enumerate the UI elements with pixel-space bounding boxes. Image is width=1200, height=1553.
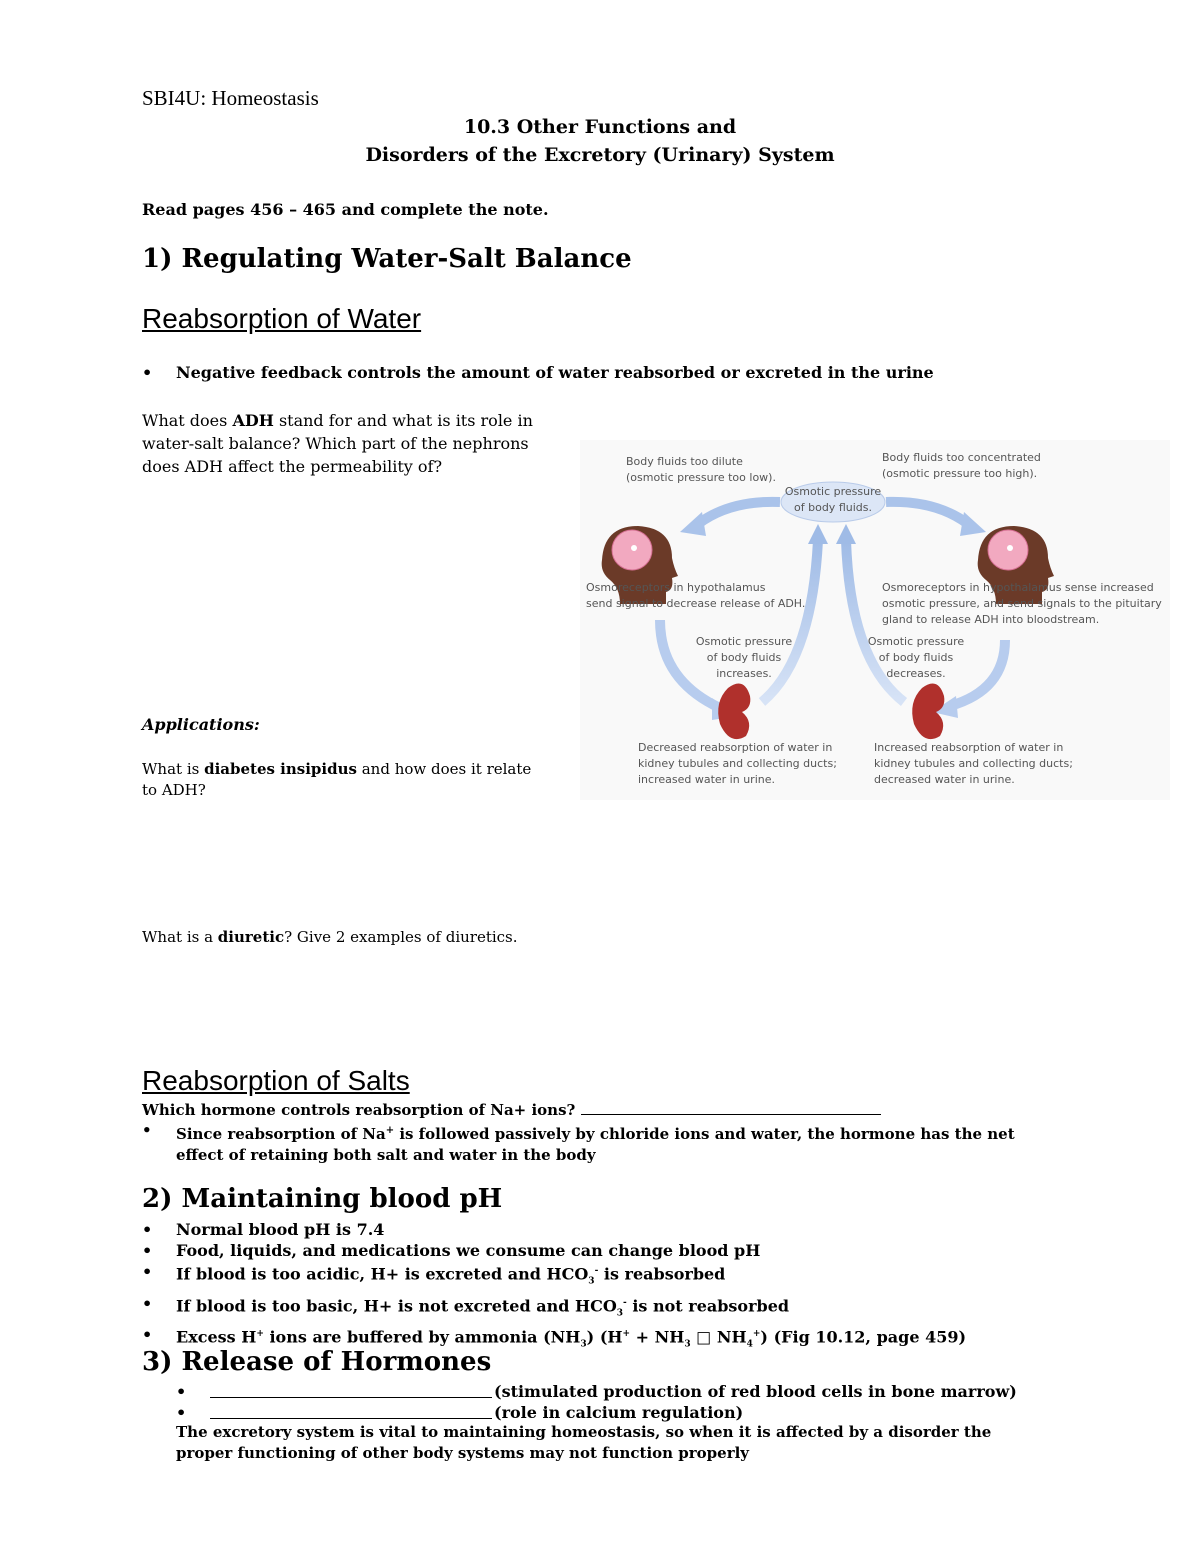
adh-question: What does ADH stand for and what is its role in water-salt balance? Which part of the nephrons does ADH affect the permeability of? — [142, 411, 533, 476]
list-item: • Normal blood pH is 7.4 — [142, 1220, 385, 1239]
label-increased-reabsorption: Increased reabsorption of water in kidney tubules and collecting ducts; decreased water in urine. — [874, 741, 1073, 786]
list-item: • If blood is too acidic, H+ is excreted and $HCO_3^-$ is reabsorbed — [142, 1262, 726, 1287]
list-item: • (stimulated production of red blood cells in bone marrow) — [176, 1382, 1017, 1401]
section1-heading: 1) Regulating Water-Salt Balance — [142, 244, 632, 274]
label-osmoreceptors-left: Osmoreceptors in hypothalamus send signal to decrease release of ADH. — [586, 581, 806, 610]
salt-question: Which hormone controls reabsorption of Na+ ions? — [142, 1098, 881, 1121]
section2-heading: 2) Maintaining blood pH — [142, 1184, 503, 1214]
label-too-dilute: Body fluids too dilute (osmotic pressure too low). — [626, 455, 776, 484]
answer-blank[interactable] — [581, 1098, 881, 1115]
subheading-salts: Reabsorption of Salts — [142, 1065, 410, 1096]
applications-label: Applications: — [142, 715, 260, 734]
page-title-line2: Disorders of the Excretory (Urinary) System — [365, 144, 835, 166]
list-item: • (role in calcium regulation) — [176, 1403, 744, 1422]
list-item — [142, 361, 1042, 384]
label-decreases: Osmotic pressure of body fluids decreases. — [867, 635, 965, 680]
instructions: Read pages 456 – 465 and complete the note. — [142, 200, 549, 219]
section3-heading: 3) Release of Hormones — [142, 1347, 492, 1377]
label-decreased-reabsorption: Decreased reabsorption of water in kidney tubules and collecting ducts; increased water in urine. — [638, 741, 837, 786]
diabetes-question: What is diabetes insipidus and how does it relate to ADH? — [142, 760, 532, 799]
ph-list — [142, 1219, 1042, 1356]
answer-blank[interactable] — [210, 1402, 492, 1419]
label-too-concentrated: Body fluids too concentrated (osmotic pressure too high). — [882, 451, 1041, 480]
label-osmoreceptors-right: Osmoreceptors in hypothalamus sense increased osmotic pressure, and send signals to the pituitary gland to release ADH into bloodstream. — [882, 581, 1162, 626]
label-increases: Osmotic pressure of body fluids increases. — [695, 635, 793, 680]
list-item: • Since reabsorption of Na+ is followed passively by chloride ions and water, the hormone has the net effect of retaining both salt and water in the body — [142, 1121, 1015, 1164]
adh-feedback-diagram — [580, 440, 1170, 800]
closing-paragraph: The excretory system is vital to maintaining homeostasis, so when it is affected by a disorder the proper functioning of other body systems may not function properly — [176, 1423, 992, 1462]
subheading-water: Reabsorption of Water — [142, 303, 422, 334]
answer-blank[interactable] — [210, 1381, 492, 1398]
bullet-text: Negative feedback controls the amount of water reabsorbed or excreted in the urine — [176, 363, 934, 382]
bullet-icon: • — [142, 1121, 152, 1139]
list-item: • If blood is too basic, H+ is not excreted and $HCO_3^-$ is not reabsorbed — [142, 1293, 790, 1319]
list-item: • Excess H+ ions are buffered by ammonia $(NH_3) (H^+ + NH_3$ □ $NH_4^+$) (Fig 10.12, page 459) — [142, 1325, 967, 1350]
list-item: • Food, liquids, and medications we consume can change blood pH — [142, 1241, 761, 1260]
bullet-icon: • — [142, 363, 153, 382]
course-label: SBI4U: Homeostasis — [142, 86, 319, 110]
diuretic-question: What is a diuretic? Give 2 examples of diuretics. — [142, 928, 518, 946]
hormones-list — [176, 1381, 1056, 1423]
page-title-line1: 10.3 Other Functions and — [463, 116, 737, 138]
label-osmotic-center: Osmotic pressure of body fluids. — [784, 485, 882, 514]
